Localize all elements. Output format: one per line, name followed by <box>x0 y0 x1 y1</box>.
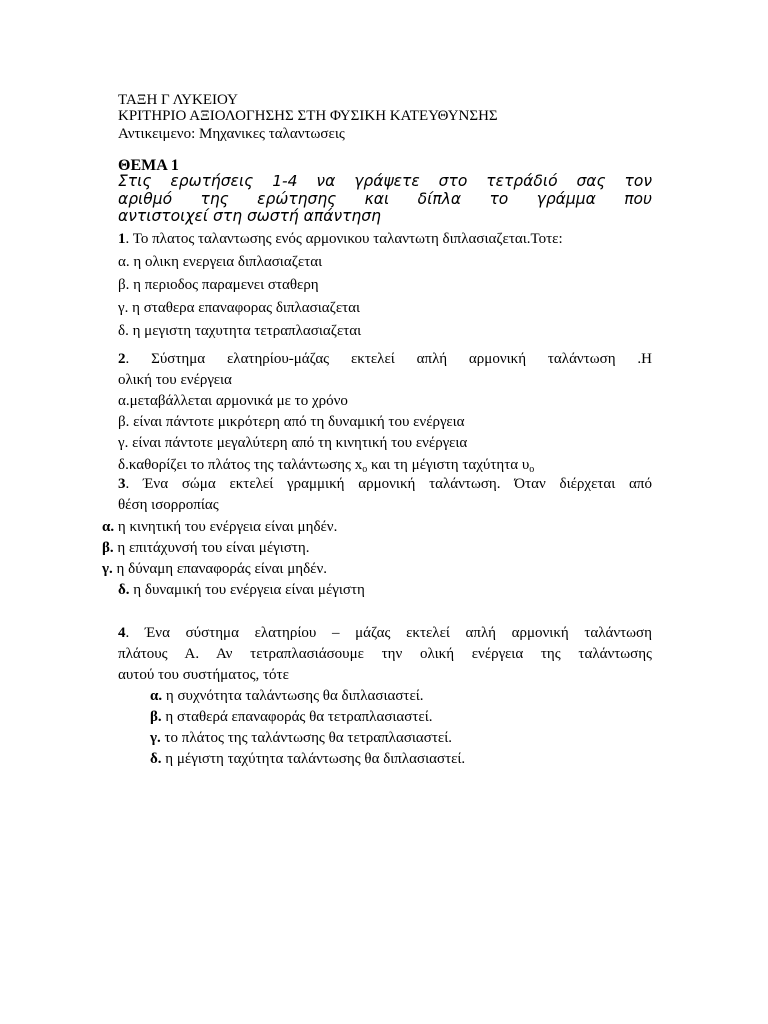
option-text: η συχνότητα ταλάντωσης θα διπλασιαστεί. <box>162 688 424 704</box>
question-text: . Το πλατος ταλαντωσης ενός αρμονικου ταλαντωτη διπλασιαζεται.Τοτε: <box>125 231 563 247</box>
question-4-option-b <box>150 707 433 727</box>
question-4-stem-line-3: αυτού του συστήματος, τότε <box>118 667 289 683</box>
question-text: . Ένα σύστημα ελατηρίου – μάζας εκτελεί απλή αρμονική ταλάντωση <box>125 625 652 641</box>
instructions-line-3: αντιστοιχεί στη σωστή απάντηση <box>118 207 381 225</box>
class-heading: ΤΑΞΗ Γ ΛΥΚΕΙΟΥ <box>118 92 238 108</box>
question-1-option-d: δ. η μεγιστη ταχυτητα τετραπλασιαζεται <box>118 323 362 339</box>
question-3-option-a <box>102 517 337 537</box>
option-letter: β. <box>150 709 162 725</box>
option-text: δ.καθορίζει το πλάτος της ταλάντωσης x <box>118 457 363 473</box>
option-letter: α. <box>102 519 115 535</box>
question-4-option-a <box>150 686 424 706</box>
question-number: 3 <box>118 476 126 492</box>
question-3-option-b <box>102 538 310 558</box>
option-text: η επιτάχυνσή του είναι μέγιστη. <box>113 540 310 556</box>
question-4-stem-line-2: πλάτους Α. Αν τετραπλασιάσουμε την ολική ενέργεια της ταλάντωσης <box>118 646 652 662</box>
question-3-option-d <box>118 580 365 600</box>
criterion-heading: ΚΡΙΤΗΡΙΟ ΑΞΙΟΛΟΓΗΣΗΣ ΣΤΗ ΦΥΣΙΚΗ ΚΑΤΕΥΘΥΝΣΗΣ <box>118 108 498 124</box>
thema-title: ΘΕΜΑ 1 <box>118 157 179 174</box>
question-1-option-c: γ. η σταθερα επαναφορας διπλασιαζεται <box>118 300 361 316</box>
question-1-option-b: β. η περιοδος παραμενει σταθερη <box>118 277 319 293</box>
question-2-option-a: α.μεταβάλλεται αρμονικά με το χρόνο <box>118 393 348 409</box>
option-text: το πλάτος της ταλάντωσης θα τετραπλασιαστεί. <box>160 730 452 746</box>
question-1-stem <box>118 229 563 249</box>
question-text: . Σύστημα ελατηρίου-μάζας εκτελεί απλή αρμονική ταλάντωση .Η <box>125 351 652 367</box>
option-letter: β. <box>102 540 114 556</box>
question-3-option-c <box>102 559 327 579</box>
question-3-stem-line-2: θέση ισορροπίας <box>118 497 219 513</box>
subscript-o: ο <box>362 464 368 475</box>
option-letter: δ. <box>118 582 130 598</box>
question-3-stem-line-1 <box>118 474 652 494</box>
question-4-option-c <box>150 728 452 748</box>
option-letter: γ. <box>150 730 161 746</box>
question-1-option-a: α. η ολικη ενεργεια διπλασιαζεται <box>118 254 323 270</box>
subject-heading: Αντικειμενο: Μηχανικες ταλαντωσεις <box>118 126 345 142</box>
option-text-cont: και τη μέγιστη ταχύτητα υ <box>367 457 530 473</box>
option-letter: γ. <box>102 561 113 577</box>
option-text: η δυναμική του ενέργεια είναι μέγιστη <box>129 582 365 598</box>
option-text: η δύναμη επαναφοράς είναι μηδέν. <box>112 561 328 577</box>
question-number: 4 <box>118 625 126 641</box>
subscript-o: ο <box>529 464 535 475</box>
option-text: η μέγιστη ταχύτητα ταλάντωσης θα διπλασιαστεί. <box>161 751 466 767</box>
question-4-stem-line-1 <box>118 623 652 643</box>
instructions-line-1: Στις ερωτήσεις 1-4 να γράψετε στο τετράδιό σας τον <box>118 172 652 190</box>
option-letter: δ. <box>150 751 162 767</box>
question-4-option-d <box>150 749 465 769</box>
question-number: 2 <box>118 351 126 367</box>
instructions-line-2: αριθμό της ερώτησης και δίπλα το γράμμα που <box>118 190 652 208</box>
question-2-option-b: β. είναι πάντοτε μικρότερη από τη δυναμική του ενέργεια <box>118 414 465 430</box>
option-text: η κινητική του ενέργεια είναι μηδέν. <box>114 519 338 535</box>
question-2-option-c: γ. είναι πάντοτε μεγαλύτερη από τη κινητική του ενέργεια <box>118 435 468 451</box>
option-letter: α. <box>150 688 163 704</box>
question-text: . Ένα σώμα εκτελεί γραμμική αρμονική ταλάντωση. Όταν διέρχεται από <box>125 476 652 492</box>
question-2-stem-line-2: ολική του ενέργεια <box>118 372 232 388</box>
question-2-stem-line-1 <box>118 349 652 369</box>
option-text: η σταθερά επαναφοράς θα τετραπλασιαστεί. <box>161 709 433 725</box>
question-number: 1 <box>118 231 126 247</box>
